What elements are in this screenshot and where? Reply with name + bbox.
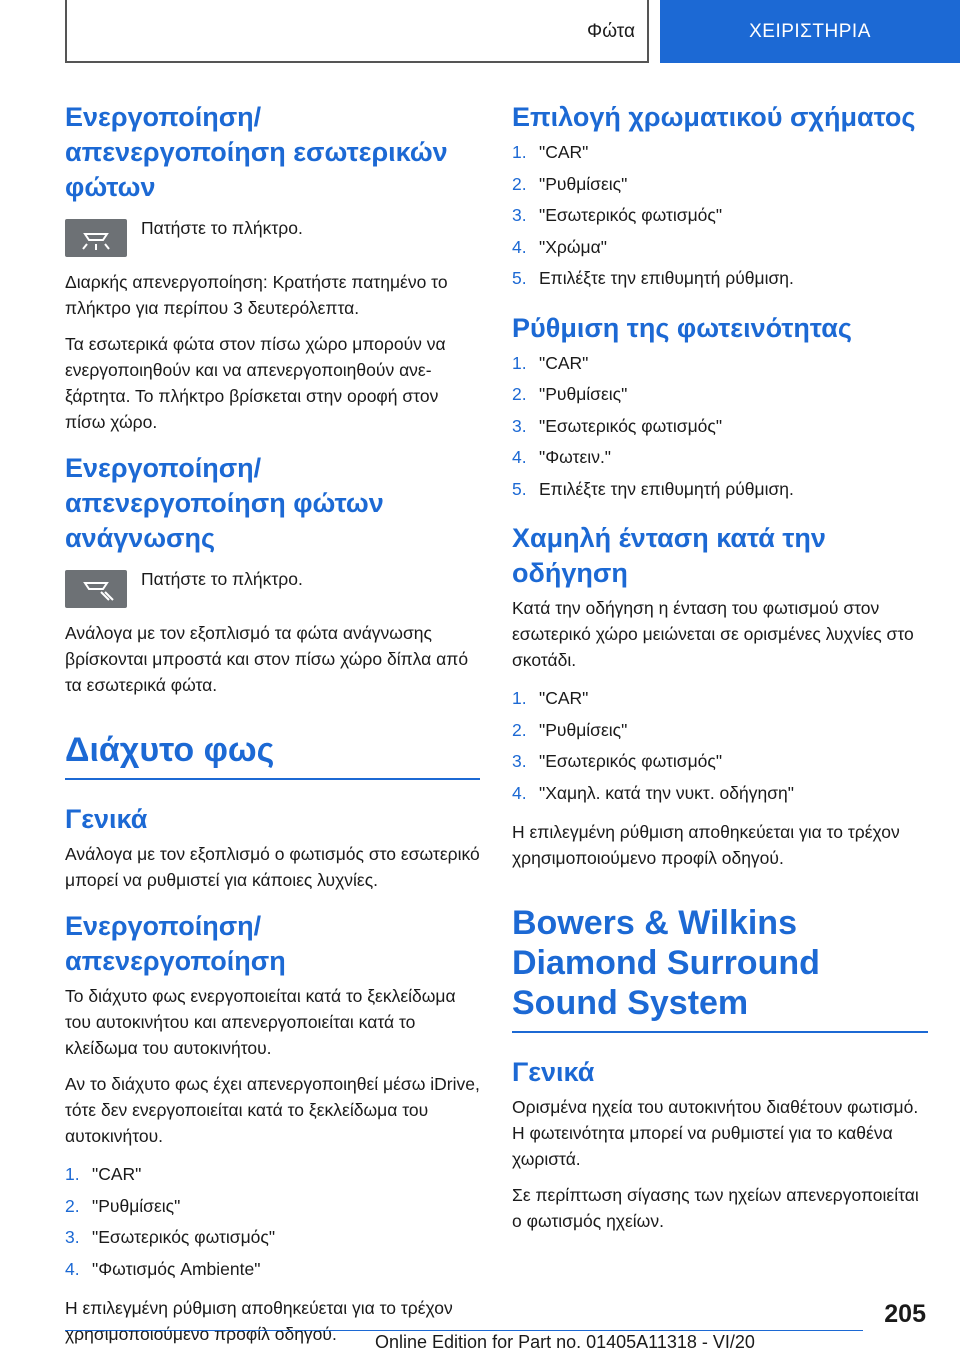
right-column bbox=[512, 100, 928, 1244]
footer-edition-text: Online Edition for Part no. 01405A11318 - VI/20 bbox=[375, 1332, 755, 1352]
paragraph: Η επιλεγμένη ρύθμιση αποθηκεύεται για το τρέχον χρησιμοποιούμενο προφίλ οδηγού. bbox=[512, 822, 900, 868]
section-title-color-scheme: Επιλογή χρωματικού σχήματος bbox=[512, 102, 916, 132]
section-title-dimming-while-driving: Χαμηλή ένταση κατά την οδήγηση bbox=[512, 523, 826, 588]
section-title-reading-lights: Ενεργοποίηση/απενεργοποίηση φώτων ανάγνωσης bbox=[65, 453, 384, 553]
paragraph: Η επιλεγμένη ρύθμιση αποθηκεύεται για το τρέχον χρησιμοποιούμενο προφίλ οδηγού. bbox=[65, 1298, 453, 1344]
steps-list bbox=[512, 137, 928, 295]
list-item: 3. "Εσωτερικός φωτισμός" bbox=[512, 751, 723, 771]
list-item: 4. "Χαμηλ. κατά την νυκτ. οδήγηση" bbox=[512, 782, 794, 803]
button-instruction-row bbox=[65, 566, 480, 608]
list-item: 1. "CAR" bbox=[512, 352, 589, 373]
interior-light-button-icon bbox=[65, 219, 127, 257]
list-item: 3. "Εσωτερικός φωτισμός" bbox=[512, 205, 723, 225]
list-item: 2. "Ρυθμίσεις" bbox=[65, 1195, 181, 1216]
button-instruction-text: Πατήστε το πλήκτρο. bbox=[141, 569, 303, 589]
list-item: 5. Επιλέξτε την επιθυμητή ρύθμιση. bbox=[512, 478, 794, 499]
paragraph: Τα εσωτερικά φώτα στον πίσω χώρο μπορούν να ενεργοποιηθούν και να απενεργοποιηθούν ανεξάρτητα. Το πλήκτρο βρίσκεται στην οροφή στον πίσω χώρο. bbox=[65, 334, 446, 432]
paragraph: Ανάλογα με τον εξοπλισμό τα φώτα ανάγνωσης βρίσκονται μπροστά και στον πίσω χώρο δίπλα από τα εσωτερικά φώτα. bbox=[65, 623, 469, 695]
chapter-heading-block bbox=[65, 730, 480, 780]
header-chapter-tab[interactable]: ΧΕΙΡΙΣΤΗΡΙΑ bbox=[660, 0, 960, 63]
page-number: 205 bbox=[884, 1300, 926, 1328]
section-title-brightness: Ρύθμιση της φωτεινότητας bbox=[512, 312, 852, 343]
list-item: 3. "Εσωτερικός φωτισμός" bbox=[65, 1227, 276, 1247]
paragraph: Διαρκής απενεργοποίηση: Κρατήστε πατημένο το πλήκτρο για περίπου 3 δευτερόλεπτα. bbox=[65, 272, 448, 318]
list-item: 1. "CAR" bbox=[512, 688, 589, 708]
paragraph: Σε περίπτωση σίγασης των ηχείων απενεργοποιείται ο φωτισμός ηχείων. bbox=[512, 1185, 919, 1231]
steps-list bbox=[512, 348, 928, 506]
list-item: 1. "CAR" bbox=[512, 142, 589, 162]
list-item: 5. Επιλέξτε την επιθυμητή ρύθμιση. bbox=[512, 268, 794, 288]
chapter-heading-block bbox=[512, 903, 928, 1033]
paragraph: Ορισμένα ηχεία του αυτοκινήτου διαθέτουν φωτισμό. Η φωτεινότητα μπορεί να ρυθμιστεί για το καθένα χωριστά. bbox=[512, 1097, 919, 1169]
list-item: 4. "Φωτισμός Ambiente" bbox=[65, 1258, 261, 1279]
paragraph: Ανάλογα με τον εξοπλισμό ο φωτισμός στο εσωτερικό μπορεί να ρυθμιστεί για κάποιες λυχνίες. bbox=[65, 844, 480, 890]
list-item: 2. "Ρυθμίσεις" bbox=[512, 173, 628, 194]
section-title-general: Γενικά bbox=[512, 1057, 595, 1087]
section-title-on-off: Ενεργοποίηση/απενεργοποίηση bbox=[65, 911, 286, 976]
section-title-interior-lights: Ενεργοποίηση/απενεργοποίηση εσωτερικών φώτων bbox=[65, 102, 448, 202]
footer-divider bbox=[65, 1330, 863, 1331]
button-instruction-row bbox=[65, 215, 480, 257]
paragraph: Το διάχυτο φως ενεργοποιείται κατά το ξεκλείδωμα του αυτοκινήτου και απενεργοποιείται κατά το κλείδωμα του αυτοκινήτου. bbox=[65, 986, 456, 1058]
paragraph: Αν το διάχυτο φως έχει απενεργοποιηθεί μέσω iDrive, τότε δεν ενεργοποιείται κατά το ξεκλείδωμα του αυτοκινήτου. bbox=[65, 1074, 480, 1146]
steps-list bbox=[512, 683, 928, 809]
reading-light-button-icon bbox=[65, 570, 127, 608]
chapter-heading-ambient-light: Διάχυτο φως bbox=[65, 731, 275, 769]
list-item: 4. "Χρώμα" bbox=[512, 236, 607, 257]
steps-list bbox=[65, 1159, 480, 1285]
list-item: 2. "Ρυθμίσεις" bbox=[512, 384, 628, 404]
list-item: 1. "CAR" bbox=[65, 1164, 142, 1184]
chapter-heading-sound-system: Bowers & Wilkins Diamond Surround Sound System bbox=[512, 904, 820, 1022]
header-section-title: Φώτα bbox=[587, 20, 635, 42]
list-item: 3. "Εσωτερικός φωτισμός" bbox=[512, 415, 723, 436]
button-instruction-text: Πατήστε το πλήκτρο. bbox=[141, 218, 303, 238]
paragraph: Κατά την οδήγηση η ένταση του φωτισμού στον εσωτερικό χώρο μειώνεται σε ορισμένες λυχνίες στο σκοτάδι. bbox=[512, 598, 914, 670]
section-title-general: Γενικά bbox=[65, 804, 148, 834]
list-item: 2. "Ρυθμίσεις" bbox=[512, 719, 628, 740]
left-column bbox=[65, 100, 480, 1357]
list-item: 4. "Φωτειν." bbox=[512, 447, 612, 467]
